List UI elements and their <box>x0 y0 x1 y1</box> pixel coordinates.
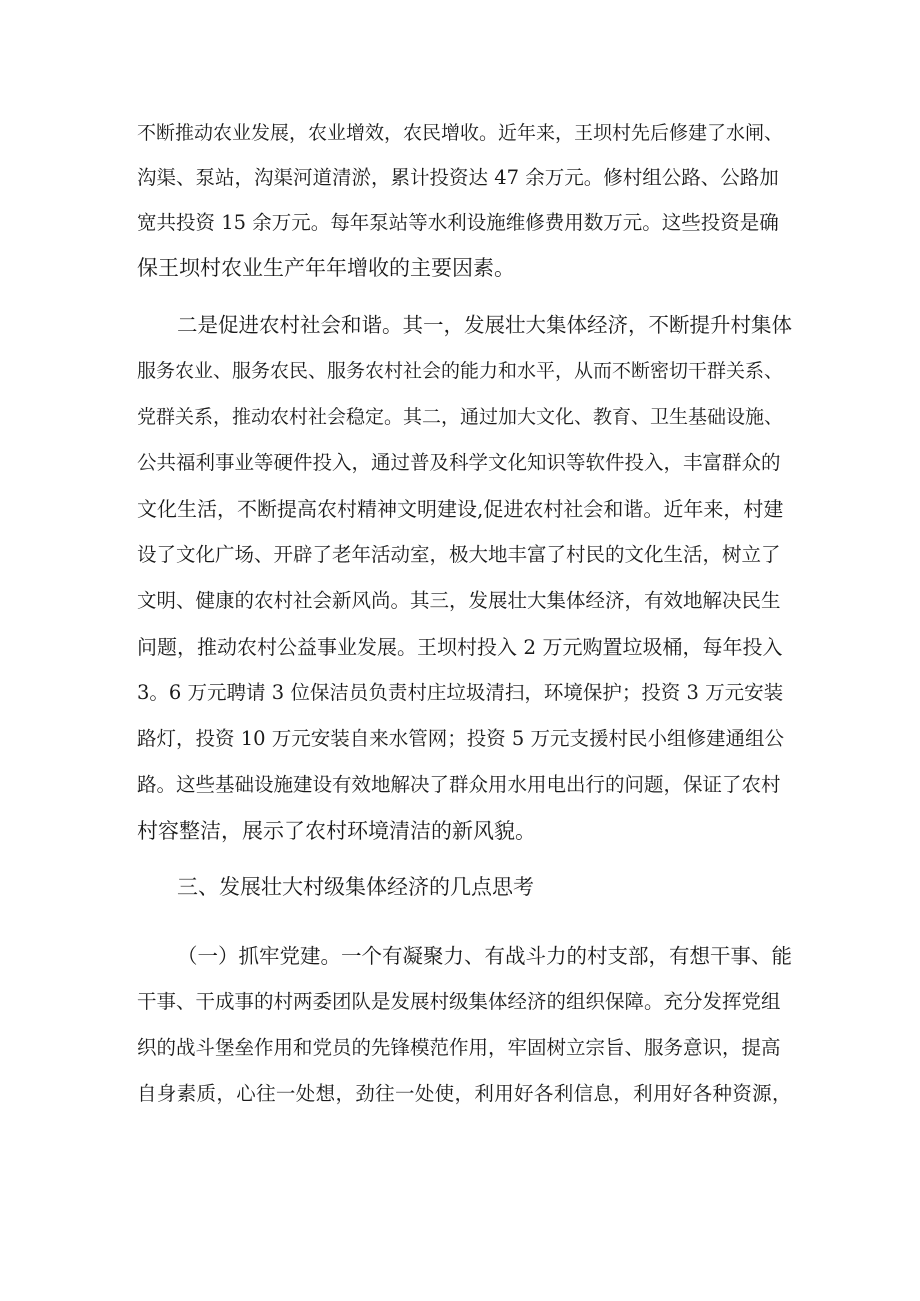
p4-line-4: 自身素质，心往一处想，劲往一处使，利用好各利信息，利用好各种资源， <box>137 1082 792 1105</box>
p2-line-9: 3。6 万元聘请 3 位保洁员负责村庄垃圾清扫，环境保护；投资 3 万元安装 <box>137 681 784 704</box>
p2-line-8: 问题，推动农村公益事业发展。王坝村投入 2 万元购置垃圾桶，每年投入 <box>137 635 783 659</box>
p2-line-11: 路。这些基础设施建设有效地解决了群众用水用电出行的问题，保证了农村 <box>137 773 781 796</box>
p2-line-6: 设了文化广场、开辟了老年活动室，极大地丰富了村民的文化生活，树立了 <box>137 543 781 566</box>
p2-line-5: 文化生活，不断提高农村精神文明建设,促进农村社会和谐。近年来，村建 <box>137 497 784 521</box>
p2-line-7: 文明、健康的农村社会新风尚。其三，发展壮大集体经济，有效地解决民生 <box>137 589 781 612</box>
p1-line-3: 宽共投资 15 余万元。每年泵站等水利设施维修费用数万元。这些投资是确 <box>137 211 779 234</box>
section-heading-3: 三、发展壮大村级集体经济的几点思考 <box>177 875 534 899</box>
p2-line-10: 路灯，投资 10 万元安装自来水管网；投资 5 万元支援村民小组修建通组公 <box>137 727 785 750</box>
p2-line-12: 村容整洁，展示了农村环境清洁的新风貌。 <box>137 819 536 843</box>
p2-line-3: 党群关系，推动农村社会稳定。其二，通过加大文化、教育、卫生基础设施、 <box>137 406 784 428</box>
p2-line-1: 二是促进农村社会和谐。其一，发展壮大集体经济，不断提升村集体 <box>177 313 792 337</box>
p4-line-2: 干事、干成事的村两委团队是发展村级集体经济的组织保障。充分发挥党组 <box>137 990 781 1013</box>
p1-line-4: 保王坝村农业生产年年增收的主要因素。 <box>137 256 515 280</box>
p4-line-1: （一）抓牢党建。一个有凝聚力、有战斗力的村支部，有想干事、能 <box>177 944 792 968</box>
p4-line-3: 织的战斗堡垒作用和党员的先锋模范作用，牢固树立宗旨、服务意识，提高 <box>137 1036 781 1059</box>
p2-line-2: 服务农业、服务农民、服务农村社会的能力和水平，从而不断密切干群关系、 <box>137 360 784 382</box>
p2-line-4: 公共福利事业等硬件投入，通过普及科学文化知识等软件投入，丰富群众的 <box>137 451 781 474</box>
p1-line-1: 不断推动农业发展，农业增效，农民增收。近年来，王坝村先后修建了水闸、 <box>137 122 784 144</box>
p1-line-2: 沟渠、泵站，沟渠河道清淤，累计投资达 47 余万元。修村组公路、公路加 <box>137 166 779 189</box>
